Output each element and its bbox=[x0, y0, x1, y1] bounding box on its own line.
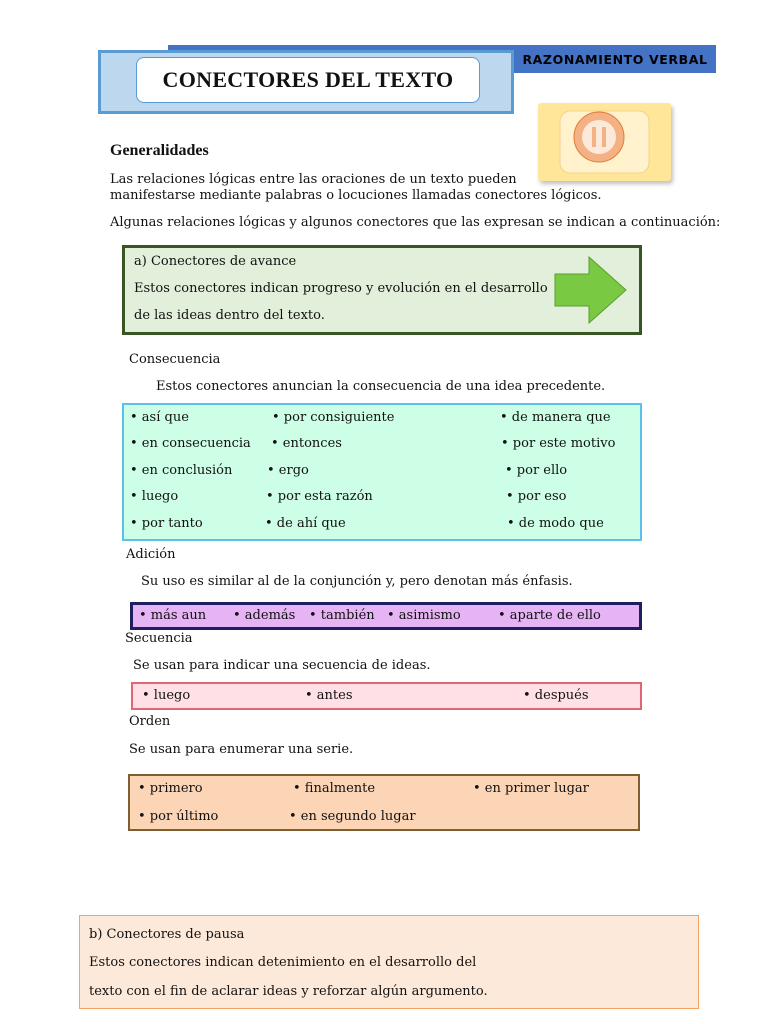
list-item: • luego bbox=[142, 688, 191, 703]
pausa-line-2: texto con el fin de aclarar ideas y reforzar algún argumento. bbox=[89, 984, 488, 999]
intro-paragraph-line-2: manifestarse mediante palabras o locuciones llamadas conectores lógicos. bbox=[110, 188, 602, 203]
list-item: • por esta razón bbox=[266, 489, 373, 504]
right-arrow-icon bbox=[553, 256, 629, 324]
list-item: • por ello bbox=[505, 463, 568, 478]
page-title: CONECTORES DEL TEXTO bbox=[162, 67, 454, 92]
pausa-title: b) Conectores de pausa bbox=[89, 927, 245, 942]
consecuencia-box bbox=[122, 403, 642, 541]
secuencia-heading: Secuencia bbox=[125, 631, 193, 646]
orden-description: Se usan para enumerar una serie. bbox=[129, 742, 354, 757]
list-item: • por consiguiente bbox=[272, 410, 395, 425]
avance-box bbox=[122, 245, 642, 335]
list-item: • por eso bbox=[506, 489, 567, 504]
avance-line-1: Estos conectores indican progreso y evolución en el desarrollo bbox=[134, 281, 548, 296]
list-item: • por este motivo bbox=[501, 436, 616, 451]
consecuencia-heading: Consecuencia bbox=[129, 352, 221, 367]
avance-line-2: de las ideas dentro del texto. bbox=[134, 308, 325, 323]
list-item: • en segundo lugar bbox=[289, 809, 416, 824]
adicion-description: Su uso es similar al de la conjunción y, pero denotan más énfasis. bbox=[141, 574, 573, 589]
list-item: • también bbox=[309, 608, 375, 623]
list-item: • primero bbox=[138, 781, 203, 796]
intro-paragraph-line-1: Las relaciones lógicas entre las oraciones de un texto pueden bbox=[110, 172, 517, 187]
adicion-heading: Adición bbox=[126, 547, 176, 562]
pausa-line-1: Estos conectores indican detenimiento en el desarrollo del bbox=[89, 955, 477, 970]
list-item: • aparte de ello bbox=[498, 608, 601, 623]
list-item: • además bbox=[233, 608, 296, 623]
orden-box bbox=[128, 774, 640, 831]
section-label: RAZONAMIENTO VERBAL bbox=[514, 47, 716, 71]
list-item: • en primer lugar bbox=[473, 781, 589, 796]
title-box bbox=[136, 57, 480, 103]
intro-paragraph-2: Algunas relaciones lógicas y algunos conectores que las expresan se indican a continuación: bbox=[110, 215, 721, 230]
pause-icon bbox=[538, 103, 671, 181]
list-item: • así que bbox=[130, 410, 189, 425]
list-item: • luego bbox=[130, 489, 179, 504]
list-item: • ergo bbox=[267, 463, 309, 478]
avance-title: a) Conectores de avance bbox=[134, 254, 297, 269]
pause-badge bbox=[538, 103, 671, 181]
secuencia-description: Se usan para indicar una secuencia de ideas. bbox=[133, 658, 431, 673]
list-item: • más aun bbox=[139, 608, 207, 623]
list-item: • en conclusión bbox=[130, 463, 233, 478]
intro-heading: Generalidades bbox=[110, 142, 209, 159]
list-item: • de ahí que bbox=[265, 516, 346, 531]
list-item: • de manera que bbox=[500, 410, 611, 425]
list-item: • por último bbox=[138, 809, 219, 824]
list-item: • entonces bbox=[271, 436, 342, 451]
list-item: • antes bbox=[305, 688, 353, 703]
orden-heading: Orden bbox=[129, 714, 171, 729]
list-item: • de modo que bbox=[507, 516, 604, 531]
list-item: • asimismo bbox=[387, 608, 461, 623]
list-item: • finalmente bbox=[293, 781, 376, 796]
adicion-box bbox=[130, 602, 642, 630]
list-item: • después bbox=[523, 688, 589, 703]
consecuencia-description: Estos conectores anuncian la consecuencia de una idea precedente. bbox=[156, 379, 606, 394]
secuencia-box bbox=[131, 682, 642, 710]
list-item: • por tanto bbox=[130, 516, 203, 531]
list-item: • en consecuencia bbox=[130, 436, 251, 451]
pausa-box bbox=[79, 915, 699, 1009]
